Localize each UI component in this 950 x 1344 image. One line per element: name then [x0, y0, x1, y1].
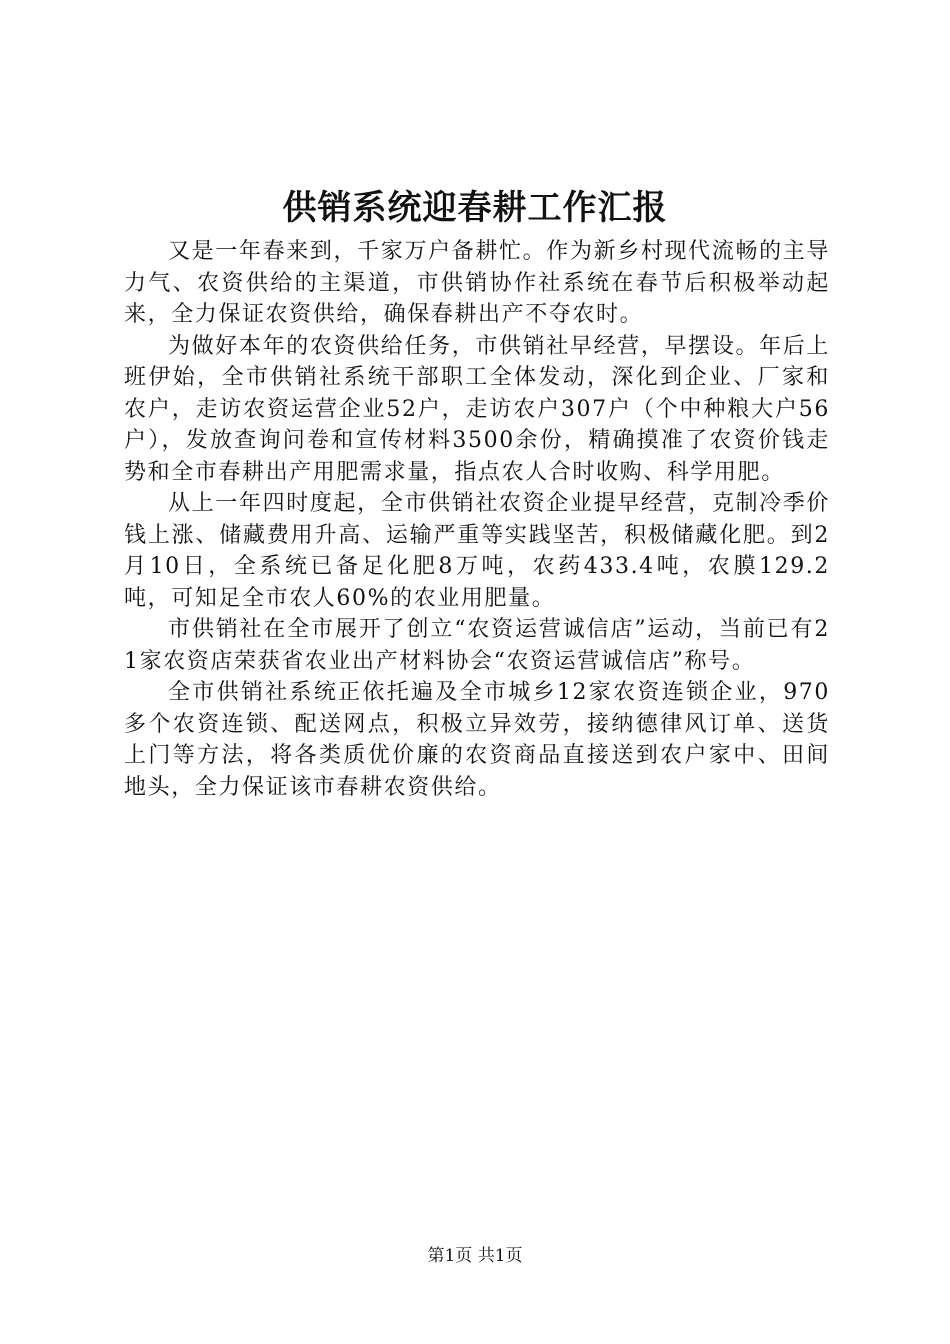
- paragraph-4: 市供销社在全市展开了创立“农资运营诚信店”运动，当前已有21家农资店荣获省农业出产材料协会“农资运营诚信店”称号。: [124, 617, 830, 674]
- paragraph-3: 从上一年四时度起，全市供销社农资企业提早经营，克制冷季价钱上涨、储藏费用升高、运输严重等实践坚苦，积极储藏化肥。到2月10日，全系统已备足化肥8万吨，农药433.4吨，农膜129.2吨，可知足全市农人60%的农业用肥量。: [124, 491, 830, 611]
- page-footer: 第1页 共1页: [427, 1246, 523, 1266]
- paragraph-5: 全市供销社系统正依托遍及全市城乡12家农资连锁企业，970多个农资连锁、配送网点，积极立异效劳，接纳德律风订单、送货上门等方法，将各类质优价廉的农资商品直接送到农户家中、田间地头，全力保证该市春耕农资供给。: [124, 680, 830, 800]
- document-title: 供销系统迎春耕工作汇报: [282, 188, 668, 228]
- paragraph-1: 又是一年春来到，千家万户备耕忙。作为新乡村现代流畅的主导力气、农资供给的主渠道，市供销协作社系统在春节后积极举动起来，全力保证农资供给，确保春耕出产不夺农时。: [124, 239, 830, 327]
- paragraph-2: 为做好本年的农资供给任务，市供销社早经营，早摆设。年后上班伊始，全市供销社系统干部职工全体发动，深化到企业、厂家和农户，走访农资运营企业52户，走访农户307户（个中种粮大户56户），发放查询问卷和宣传材料3500余份，精确摸准了农资价钱走势和全市春耕出产用肥需求量，指点农人合时收购、科学用肥。: [124, 333, 830, 485]
- document-body: [124, 236, 830, 803]
